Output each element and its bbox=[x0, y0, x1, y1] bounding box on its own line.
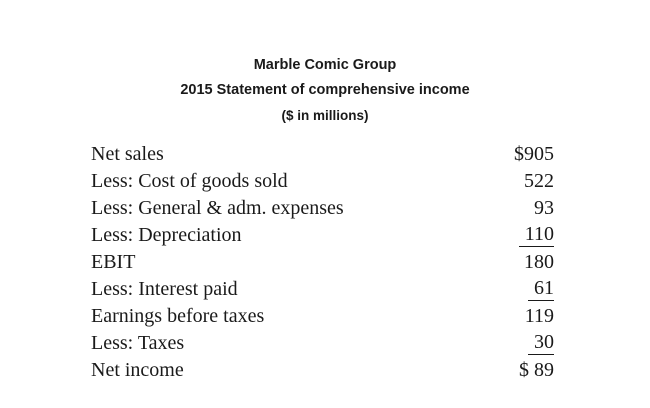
row-label: Less: Taxes bbox=[91, 332, 185, 354]
row-amount-underlined: 30 bbox=[528, 330, 554, 355]
row-amount: 119 bbox=[524, 305, 554, 327]
row-label: Less: Cost of goods sold bbox=[91, 170, 288, 192]
income-statement-table bbox=[0, 141, 650, 384]
row-depreciation bbox=[0, 222, 650, 249]
row-amount: 522 bbox=[524, 170, 554, 192]
row-earnings-before-taxes bbox=[0, 303, 650, 330]
row-amount-underlined: 110 bbox=[519, 222, 554, 247]
row-amount: 180 bbox=[524, 251, 554, 273]
row-label: Net income bbox=[91, 359, 184, 381]
row-ebit bbox=[0, 249, 650, 276]
statement-title: 2015 Statement of comprehensive income bbox=[180, 82, 470, 98]
row-net-income bbox=[0, 357, 650, 384]
company-name: Marble Comic Group bbox=[253, 57, 397, 73]
row-cost-of-goods-sold bbox=[0, 168, 650, 195]
row-interest-paid bbox=[0, 276, 650, 303]
row-net-sales bbox=[0, 141, 650, 168]
units-note: ($ in millions) bbox=[281, 108, 369, 123]
row-label: Less: Interest paid bbox=[91, 278, 238, 300]
row-amount: 93 bbox=[534, 197, 554, 219]
row-label: Earnings before taxes bbox=[91, 305, 265, 327]
row-label: Less: Depreciation bbox=[91, 224, 242, 246]
row-amount: $ 89 bbox=[519, 359, 554, 381]
row-label: Less: General & adm. expenses bbox=[91, 197, 344, 219]
row-label: Net sales bbox=[91, 143, 164, 165]
row-taxes bbox=[0, 330, 650, 357]
row-label: EBIT bbox=[91, 251, 136, 273]
row-general-adm-expenses bbox=[0, 195, 650, 222]
row-amount: $905 bbox=[514, 143, 554, 165]
row-amount-underlined: 61 bbox=[528, 276, 554, 301]
